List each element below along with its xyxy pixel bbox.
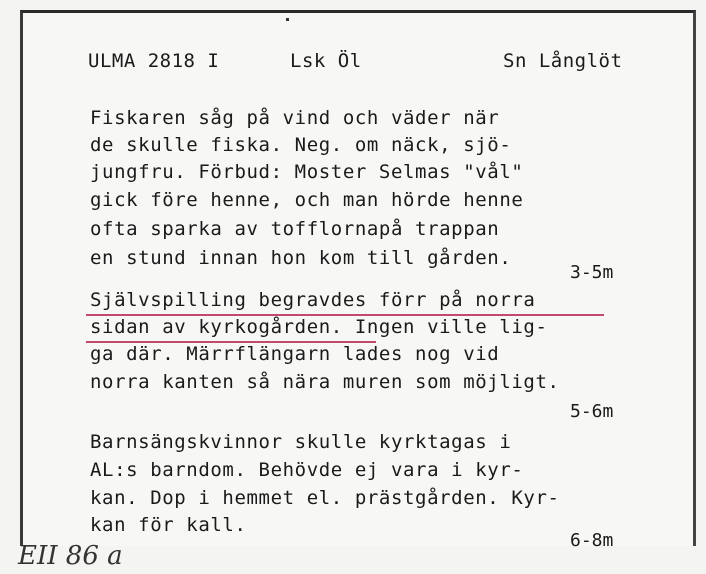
location-name: Sn Långlöt (503, 50, 623, 72)
text-line: ga där. Märrflängarn lades nog vid (90, 343, 500, 365)
text-line: en stund innan hon kom till gården. (90, 247, 512, 269)
reference-code: 5-6m (570, 401, 614, 422)
text-line: kan. Dop i hemmet el. prästgården. Kyr- (90, 487, 560, 509)
text-line: AL:s barndom. Behövde ej vara i kyr- (90, 459, 524, 481)
parish-code: Lsk Öl (290, 50, 362, 72)
punch-mark (286, 18, 289, 21)
text-line: ofta sparka av tofflornapå trappan (90, 218, 500, 240)
archive-number: ULMA 2818 I (88, 50, 220, 72)
text-line: Barnsängskvinnor skulle kyrktagas i (90, 431, 512, 453)
text-line: jungfru. Förbud: Moster Selmas "vål" (90, 161, 524, 183)
text-line: gick före henne, och man hörde henne (90, 189, 524, 211)
handwritten-signature: EII 86 a (18, 541, 123, 571)
text-line: Fiskaren såg på vind och väder när (90, 107, 500, 129)
text-line: sidan av kyrkogården. Ingen ville lig- (90, 316, 548, 338)
reference-code: 3-5m (570, 262, 614, 283)
text-line: Självspilling begravdes förr på norra (90, 289, 536, 311)
text-line: norra kanten så nära muren som möjligt. (90, 371, 560, 393)
text-line: kan för kall. (90, 514, 247, 536)
reference-code: 6-8m (570, 530, 614, 551)
text-line: de skulle fiska. Neg. om näck, sjö- (90, 134, 512, 156)
